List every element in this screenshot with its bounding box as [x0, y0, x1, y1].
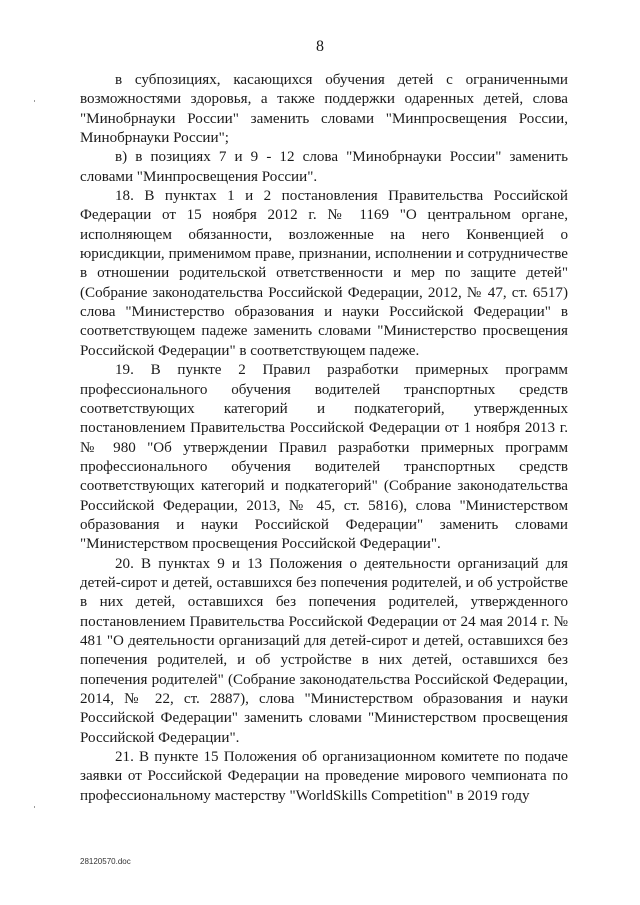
margin-mark	[34, 806, 35, 808]
margin-mark	[34, 100, 35, 102]
paragraph-subpositions: в субпозициях, касающихся обучения детей с ограниченными возможностями здоровья, а также поддержки одаренных детей, слова "Минобрнауки России" заменить словами "Минпросвещения России, Минобрнауки России";	[80, 72, 568, 147]
paragraph-item-21: 21. В пункте 15 Положения об организационном комитете по подаче заявки от Российской Федерации на проведение мирового чемпионата по профессиональному мастерству "WorldSkills Competition" в 2019 году	[80, 749, 568, 804]
document-body	[80, 71, 568, 806]
paragraph-item-v: в) в позициях 7 и 9 - 12 слова "Минобрнауки России" заменить словами "Минпросвещения России".	[80, 149, 568, 185]
page-number: 8	[316, 38, 324, 55]
footer-filename: 28120570.doc	[80, 857, 131, 866]
paragraph-item-18: 18. В пунктах 1 и 2 постановления Правительства Российской Федерации от 15 ноября 2012 г. № 1169 "О центральном органе, исполняющем обязанности, возложенные на него Конвенцией о юрисдикции, применимом праве, признании, исполнении и сотрудничестве в отношении родительской ответственности и мер по защите детей" (Собрание законодательства Российской Федерации, 2012, № 47, ст. 6517) слова "Министерство образования и науки Российской Федерации" в соответствующем падеже заменить словами "Министерство просвещения Российской Федерации" в соответствующем падеже.	[80, 188, 568, 359]
paragraph-item-20: 20. В пунктах 9 и 13 Положения о деятельности организаций для детей-сирот и детей, оставшихся без попечения родителей, и об устройстве в них детей, оставшихся без попечения родителей, утвержденного постановлением Правительства Российской Федерации от 24 мая 2014 г. № 481 "О деятельности организаций для детей-сирот и детей, оставшихся без попечения родителей, и об устройстве в них детей, оставшихся без попечения родителей" (Собрание законодательства Российской Федерации, 2014, № 22, ст. 2887), слова "Министерством образования и науки Российской Федерации" заменить словами "Министерством просвещения Российской Федерации".	[80, 555, 568, 746]
paragraph-item-19: 19. В пункте 2 Правил разработки примерных программ профессионального обучения водителей транспортных средств соответствующих категорий и подкатегорий, утвержденных постановлением Правительства Российской Федерации от 1 ноября 2013 г. № 980 "Об утверждении Правил разработки примерных программ профессионального обучения водителей транспортных средств соответствующих категорий и подкатегорий" (Собрание законодательства Российской Федерации, 2013, № 45, ст. 5816), слова "Министерством образования и науки Российской Федерации" заменить словами "Министерством просвещения Российской Федерации".	[80, 362, 568, 553]
